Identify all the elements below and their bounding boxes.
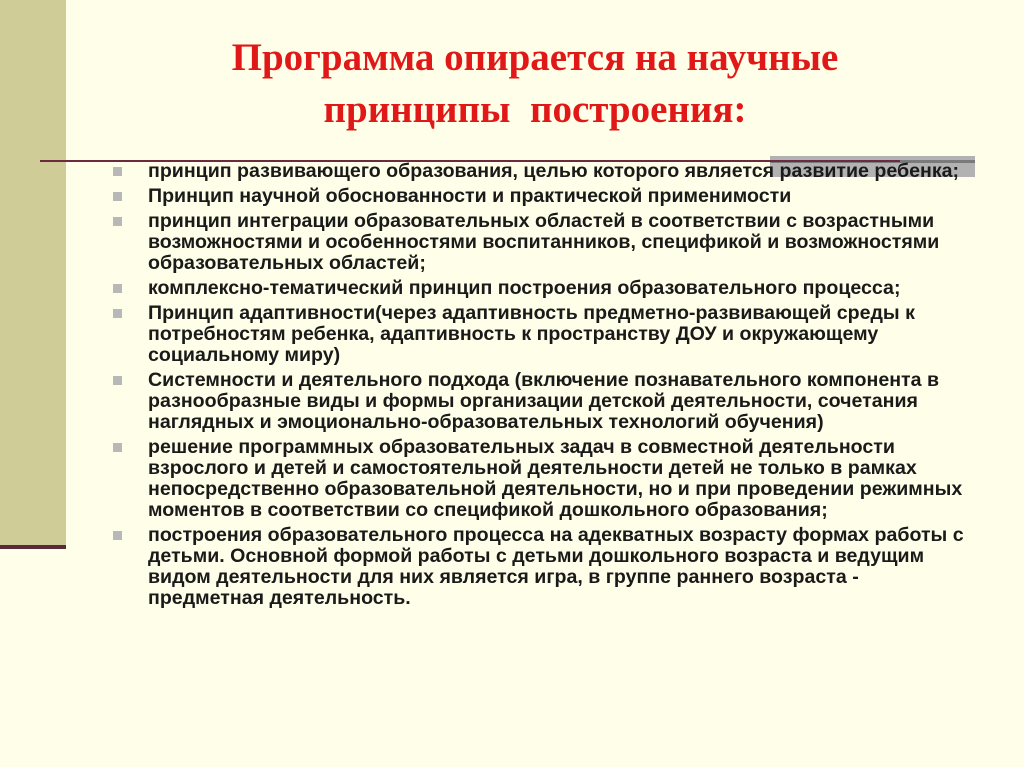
title-line-1: Программа опирается на научные bbox=[231, 36, 839, 79]
list-item-text: решение программных образовательных задач в совместной деятельности взрослого и детей и самостоятельной деятельности детей не только в рамках непосредственно образовательной деятельности, но и при проведении режимных моментов в соответствии со спецификой дошкольного образования; bbox=[148, 436, 963, 521]
list-item-text: принцип интеграции образовательных областей в соответствии с возрастными возможностями и особенностями воспитанников, спецификой и возможностями образовательных областей; bbox=[148, 210, 940, 274]
square-bullet-icon bbox=[113, 531, 122, 540]
square-bullet-icon bbox=[113, 284, 122, 293]
list-item bbox=[112, 303, 972, 366]
list-item bbox=[112, 161, 972, 182]
list-item-text: Принцип научной обоснованности и практической применимости bbox=[148, 185, 792, 207]
square-bullet-icon bbox=[113, 217, 122, 226]
principles-list bbox=[112, 161, 972, 613]
list-item-text: комплексно-тематический принцип построения образовательного процесса; bbox=[148, 277, 901, 299]
list-item-text: принцип развивающего образования, целью которого является развитие ребенка; bbox=[148, 160, 960, 182]
left-decorative-bar bbox=[0, 0, 66, 546]
square-bullet-icon bbox=[113, 167, 122, 176]
left-bar-underline bbox=[0, 545, 66, 549]
list-item-text: Принцип адаптивности(через адаптивность предметно-развивающей среды к потребностям ребенка, адаптивность к пространству ДОУ и окружающему социальному миру) bbox=[148, 302, 915, 366]
slide-title bbox=[110, 32, 960, 136]
list-item bbox=[112, 437, 972, 521]
list-item bbox=[112, 278, 972, 299]
list-item bbox=[112, 525, 972, 609]
list-item-text: построения образовательного процесса на адекватных возрасту формах работы с детьми. Основной формой работы с детьми дошкольного возраста и ведущим видом деятельности для них является игра, в группе раннего возраста - предметная деятельность. bbox=[148, 524, 964, 609]
square-bullet-icon bbox=[113, 309, 122, 318]
list-item bbox=[112, 186, 972, 207]
list-item bbox=[112, 370, 972, 433]
square-bullet-icon bbox=[113, 376, 122, 385]
list-item bbox=[112, 211, 972, 274]
square-bullet-icon bbox=[113, 443, 122, 452]
list-item-text: Системности и деятельного подхода (включение познавательного компонента в разнообразные виды и формы организации детской деятельности, сочетания наглядных и эмоционально-образовательных технологий обучения) bbox=[148, 369, 940, 433]
title-line-2: принципы построения: bbox=[323, 88, 747, 131]
square-bullet-icon bbox=[113, 192, 122, 201]
